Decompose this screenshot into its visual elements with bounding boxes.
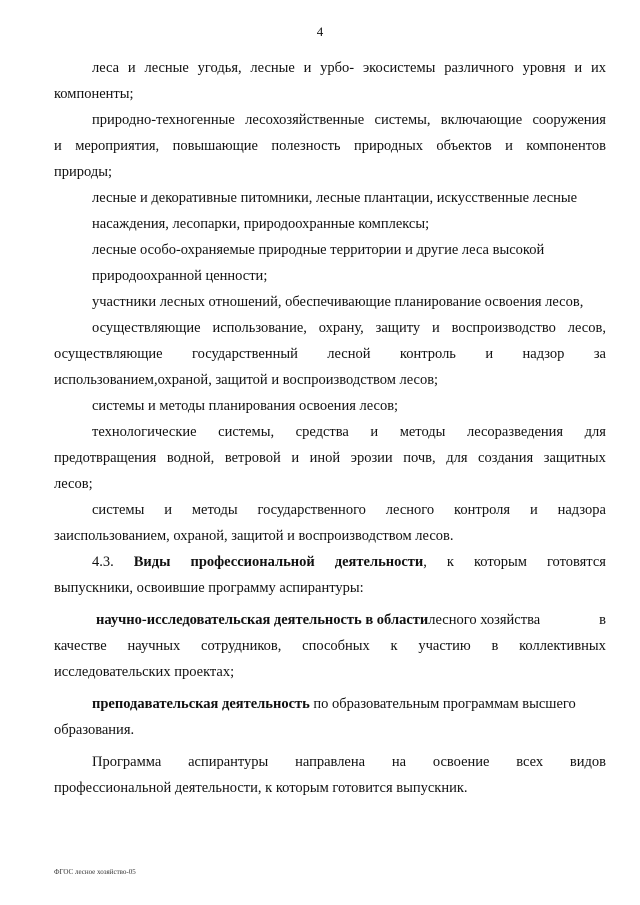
section-heading-line bbox=[54, 549, 606, 575]
text-word: и bbox=[529, 502, 538, 518]
text-word: которым bbox=[473, 554, 527, 570]
text-line: участники лесных отношений, обеспечивающие планирование освоения лесов, bbox=[92, 294, 584, 310]
text-word: лесоразведения bbox=[466, 424, 564, 440]
text-word: лесохозяйственные bbox=[245, 112, 365, 128]
text-word: ветровой bbox=[224, 450, 281, 466]
text-word: научных bbox=[127, 638, 181, 654]
text-word: использование, bbox=[212, 320, 307, 336]
text-word: водной, bbox=[166, 450, 215, 466]
text-word: надзор bbox=[522, 346, 565, 362]
text-word: воспроизводство bbox=[451, 320, 556, 336]
text-word: урбо- bbox=[320, 60, 355, 76]
text-word: и bbox=[54, 138, 62, 154]
activity-title: преподавательская деятельность bbox=[92, 696, 310, 712]
document-body bbox=[54, 55, 606, 801]
text-word: за bbox=[593, 346, 606, 362]
text-word: к bbox=[390, 638, 398, 654]
text-word: угодья, bbox=[197, 60, 242, 76]
text-word: экосистемы bbox=[362, 60, 436, 76]
text-line: заиспользованием, охраной, защитой и воспроизводством лесов. bbox=[54, 528, 454, 544]
text-line bbox=[54, 315, 606, 341]
activity-line bbox=[54, 607, 606, 633]
text-word: и bbox=[370, 424, 379, 440]
section-heading-word: Виды bbox=[133, 554, 171, 570]
text-word: и bbox=[505, 138, 513, 154]
text-line: природы; bbox=[54, 164, 112, 180]
text-word: лесов, bbox=[567, 320, 606, 336]
text-line bbox=[54, 341, 606, 367]
text-word: осуществляющие bbox=[92, 320, 201, 336]
text-word: и bbox=[164, 502, 172, 518]
text-word: лесные bbox=[250, 60, 295, 76]
text-word: и bbox=[127, 60, 136, 76]
text-word: для bbox=[584, 424, 606, 440]
text-word: сооружения bbox=[532, 112, 606, 128]
activity-title: научно-исследовательская деятельность в области bbox=[96, 612, 429, 628]
text-line bbox=[54, 497, 606, 523]
text-word: способных bbox=[302, 638, 370, 654]
text-word: объектов bbox=[436, 138, 492, 154]
text-word: в bbox=[599, 612, 606, 628]
text-word: осуществляющие bbox=[54, 346, 163, 362]
text-word: уровня bbox=[522, 60, 566, 76]
text-word: их bbox=[590, 60, 606, 76]
text-word: всех bbox=[516, 754, 544, 770]
text-word: методы bbox=[191, 502, 238, 518]
footer-note: ФГОС лесное хозяйство-05 bbox=[54, 868, 136, 876]
section-heading-word-group bbox=[335, 549, 427, 575]
activity-line bbox=[54, 691, 606, 717]
text-word: различного bbox=[444, 60, 514, 76]
text-word: Программа bbox=[92, 754, 162, 770]
text-word: к bbox=[446, 554, 454, 570]
text-line: использованием,охраной, защитой и воспроизводством лесов; bbox=[54, 372, 439, 388]
text-word: и bbox=[431, 320, 440, 336]
text-word: участию bbox=[418, 638, 471, 654]
text-word: иной bbox=[309, 450, 341, 466]
page-number: 4 bbox=[316, 24, 324, 39]
text-word: защитных bbox=[543, 450, 606, 466]
text-word: аспирантуры bbox=[188, 754, 269, 770]
text-word: лесной bbox=[327, 346, 371, 362]
comma: , bbox=[423, 554, 427, 570]
text-word: качестве bbox=[54, 638, 107, 654]
section-number: 4.3. bbox=[92, 554, 114, 570]
text-word: повышающие bbox=[172, 138, 258, 154]
text-word: и bbox=[291, 450, 300, 466]
text-word: охрану, bbox=[318, 320, 364, 336]
section-heading-word: профессиональной bbox=[190, 554, 315, 570]
text-word: защиту bbox=[375, 320, 421, 336]
text-line bbox=[54, 749, 606, 775]
text-word: технологические bbox=[92, 424, 197, 440]
text-line: профессиональной деятельности, к которым готовится выпускник. bbox=[54, 780, 468, 796]
text-line: природоохранной ценности; bbox=[92, 268, 268, 284]
text-word: на bbox=[391, 754, 407, 770]
text-line bbox=[54, 107, 606, 133]
text-word: коллективных bbox=[519, 638, 606, 654]
text-word: природно-техногенные bbox=[92, 112, 235, 128]
text-word: в bbox=[491, 638, 499, 654]
text-line: компоненты; bbox=[54, 86, 134, 102]
text-line bbox=[54, 133, 606, 159]
text-word: системы bbox=[92, 502, 145, 518]
text-word: мероприятия, bbox=[75, 138, 160, 154]
text-line: выпускники, освоившие программу аспирантуры: bbox=[54, 580, 364, 596]
text-word: направлена bbox=[295, 754, 366, 770]
text-word: компонентов bbox=[526, 138, 606, 154]
text-word: полезность bbox=[271, 138, 341, 154]
text-word: и bbox=[303, 60, 312, 76]
text-word: видов bbox=[569, 754, 606, 770]
text-word: контроля bbox=[454, 502, 511, 518]
text-line bbox=[54, 633, 606, 659]
text-word: леса bbox=[92, 60, 120, 76]
text-word: освоение bbox=[432, 754, 490, 770]
text-line: образования. bbox=[54, 722, 135, 738]
text-word: системы, bbox=[218, 424, 275, 440]
text-word: лесные bbox=[144, 60, 189, 76]
text-word: предотвращения bbox=[54, 450, 157, 466]
text-line bbox=[54, 55, 606, 81]
text-line: насаждения, лесопарки, природоохранные комплексы; bbox=[92, 216, 430, 232]
text-word: природных bbox=[353, 138, 423, 154]
activity-text: лесного хозяйства bbox=[428, 612, 541, 628]
text-word: государственный bbox=[192, 346, 298, 362]
text-line: лесов; bbox=[54, 476, 93, 492]
text-line bbox=[54, 419, 606, 445]
activity-phrase bbox=[96, 607, 540, 633]
text-line: лесные и декоративные питомники, лесные плантации, искусственные лесные bbox=[92, 190, 578, 206]
text-line: исследовательских проектах; bbox=[54, 664, 235, 680]
text-word: почв, bbox=[403, 450, 436, 466]
text-line: лесные особо-охраняемые природные территории и другие леса высокой bbox=[92, 242, 545, 258]
text-word: эрозии bbox=[350, 450, 393, 466]
text-word: для bbox=[446, 450, 468, 466]
text-word: средства bbox=[295, 424, 349, 440]
text-word: лесного bbox=[385, 502, 435, 518]
text-word: системы, bbox=[374, 112, 431, 128]
text-line: системы и методы планирования освоения лесов; bbox=[92, 398, 399, 414]
text-word: надзора bbox=[557, 502, 606, 518]
section-heading-word: деятельности bbox=[334, 554, 424, 570]
text-word: и bbox=[485, 346, 494, 362]
activity-text: по образовательным программам высшего bbox=[309, 696, 576, 712]
text-word: включающие bbox=[440, 112, 523, 128]
text-word: государственного bbox=[257, 502, 366, 518]
text-line bbox=[54, 445, 606, 471]
text-word: готовятся bbox=[546, 554, 606, 570]
text-word: и bbox=[574, 60, 583, 76]
text-word: сотрудников, bbox=[201, 638, 282, 654]
text-word: контроль bbox=[399, 346, 456, 362]
text-word: методы bbox=[399, 424, 446, 440]
text-word: создания bbox=[478, 450, 534, 466]
